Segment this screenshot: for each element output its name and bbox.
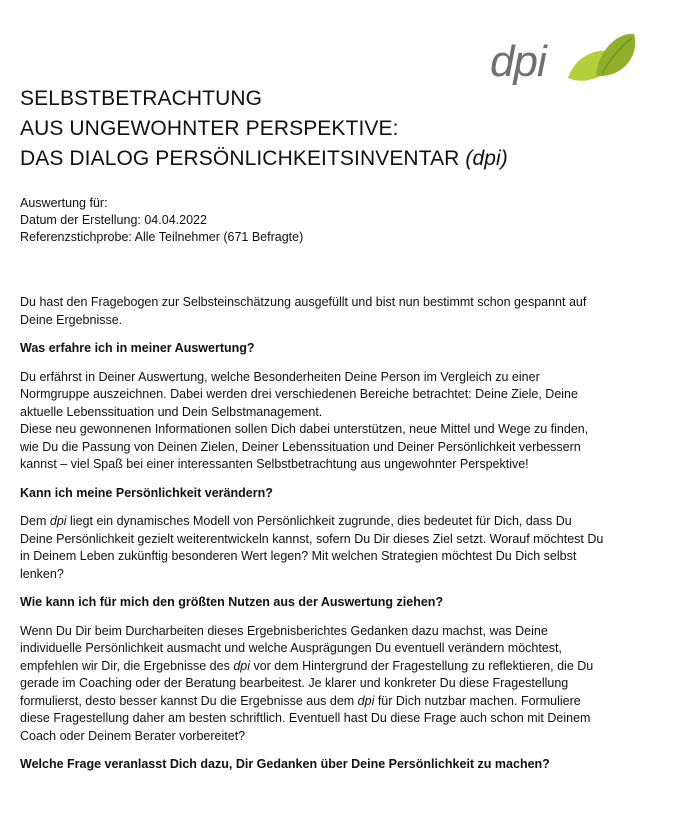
text-line: kannst – viel Spaß bei einer interessanten Selbstbetrachtung aus ungewohnter Perspektive! bbox=[20, 457, 529, 471]
section-paragraph bbox=[20, 513, 656, 583]
intro-paragraph bbox=[20, 294, 656, 329]
dpi-italic: dpi bbox=[233, 658, 250, 673]
text-line: gerade im Coaching oder der Beratung bearbeitest. Je klarer und konkreter Du diese Fragestellung bbox=[20, 676, 569, 690]
text-fragment: für Dich nutzbar machen. Formuliere bbox=[374, 693, 581, 708]
text-line: Coach oder Deinem Berater vorbereitet? bbox=[20, 728, 246, 743]
text-fragment: liegt ein dynamisches Modell von Persönlichkeit zugrunde, dies bedeutet für Dich, dass Du bbox=[66, 514, 572, 528]
text-line: in Deinem Leben zukünftig besonderen Wert legen? Mit welchen Strategien möchtest Du Dich selbst bbox=[20, 549, 577, 563]
title-line-3-main: DAS DIALOG PERSÖNLICHKEITSINVENTAR bbox=[20, 147, 466, 170]
text-fragment: formulierst, desto besser kannst Du die Ergebnisse aus dem bbox=[20, 693, 358, 708]
text-fragment: vor dem Hintergrund der Fragestellung zu reflektieren, die Du bbox=[250, 658, 594, 673]
dpi-italic: dpi bbox=[357, 693, 375, 708]
text-line: Normgruppe auszeichnen. Dabei werden drei verschiedenen Bereiche betrachtet: Deine Ziele, Deine bbox=[20, 387, 578, 401]
text-line bbox=[20, 658, 656, 676]
text-line: Diese neu gewonnenen Informationen sollen Dich dabei unterstützen, neue Mittel und Wege zu finden, bbox=[20, 422, 589, 436]
report-content bbox=[20, 294, 656, 785]
text-line: Du hast den Fragebogen zur Selbsteinschätzung ausgefüllt und bist nun bestimmt schon gespannt auf bbox=[20, 295, 587, 309]
title-line-2: AUS UNGEWOHNTER PERSPEKTIVE: bbox=[20, 117, 399, 140]
text-line: diese Fragestellung daher am besten schriftlich. Eventuell hast Du diese Frage auch schon mit Deinem bbox=[20, 711, 591, 725]
report-meta bbox=[20, 195, 303, 246]
text-line: lenken? bbox=[20, 566, 64, 581]
text-line: Deine Persönlichkeit gezielt weiterentwickeln kannst, sofern Du Dir dieses Ziel setzt. Worauf möchtest Du bbox=[20, 531, 604, 546]
section-paragraph bbox=[20, 623, 656, 746]
title-line-3 bbox=[20, 144, 640, 174]
leaf-icon bbox=[562, 28, 642, 92]
section-heading: Was erfahre ich in meiner Auswertung? bbox=[20, 341, 255, 355]
meta-auswertung: Auswertung für: bbox=[20, 196, 108, 210]
text-line bbox=[20, 693, 656, 711]
page-title bbox=[20, 84, 640, 174]
meta-referenz: Referenzstichprobe: Alle Teilnehmer (671 Befragte) bbox=[20, 230, 304, 244]
meta-datum: Datum der Erstellung: 04.04.2022 bbox=[20, 213, 207, 227]
text-line: wie Du die Passung von Deinen Zielen, Deiner Lebenssituation und Deiner Persönlichkeit verbessern bbox=[20, 439, 581, 454]
text-line: individuelle Persönlichkeit ausmacht und welche Ausprägungen Du eventuell verändern möchtest, bbox=[20, 641, 562, 655]
logo-text: dpi bbox=[490, 37, 546, 86]
title-line-1: SELBSTBETRACHTUNG bbox=[20, 87, 263, 110]
text-line: Wenn Du Dir beim Durcharbeiten dieses Ergebnisberichtes Gedanken dazu machst, was Deine bbox=[20, 623, 548, 638]
text-line bbox=[20, 513, 656, 531]
title-line-3-italic: (dpi) bbox=[465, 147, 508, 170]
text-line: Deine Ergebnisse. bbox=[20, 312, 123, 327]
text-fragment: Dem bbox=[20, 514, 50, 528]
dpi-italic: dpi bbox=[49, 514, 67, 528]
section-heading: Welche Frage veranlasst Dich dazu, Dir Gedanken über Deine Persönlichkeit zu machen? bbox=[20, 757, 550, 771]
section-heading: Kann ich meine Persönlichkeit verändern? bbox=[20, 485, 273, 500]
text-line: aktuelle Lebenssituation und Dein Selbstmanagement. bbox=[20, 404, 323, 419]
section-paragraph bbox=[20, 369, 656, 474]
section-heading: Wie kann ich für mich den größten Nutzen aus der Auswertung ziehen? bbox=[20, 595, 444, 609]
text-fragment: empfehlen wir Dir, die Ergebnisse des bbox=[20, 658, 234, 673]
text-line: Du erfährst in Deiner Auswertung, welche Besonderheiten Deine Person im Vergleich zu einer bbox=[20, 369, 540, 384]
